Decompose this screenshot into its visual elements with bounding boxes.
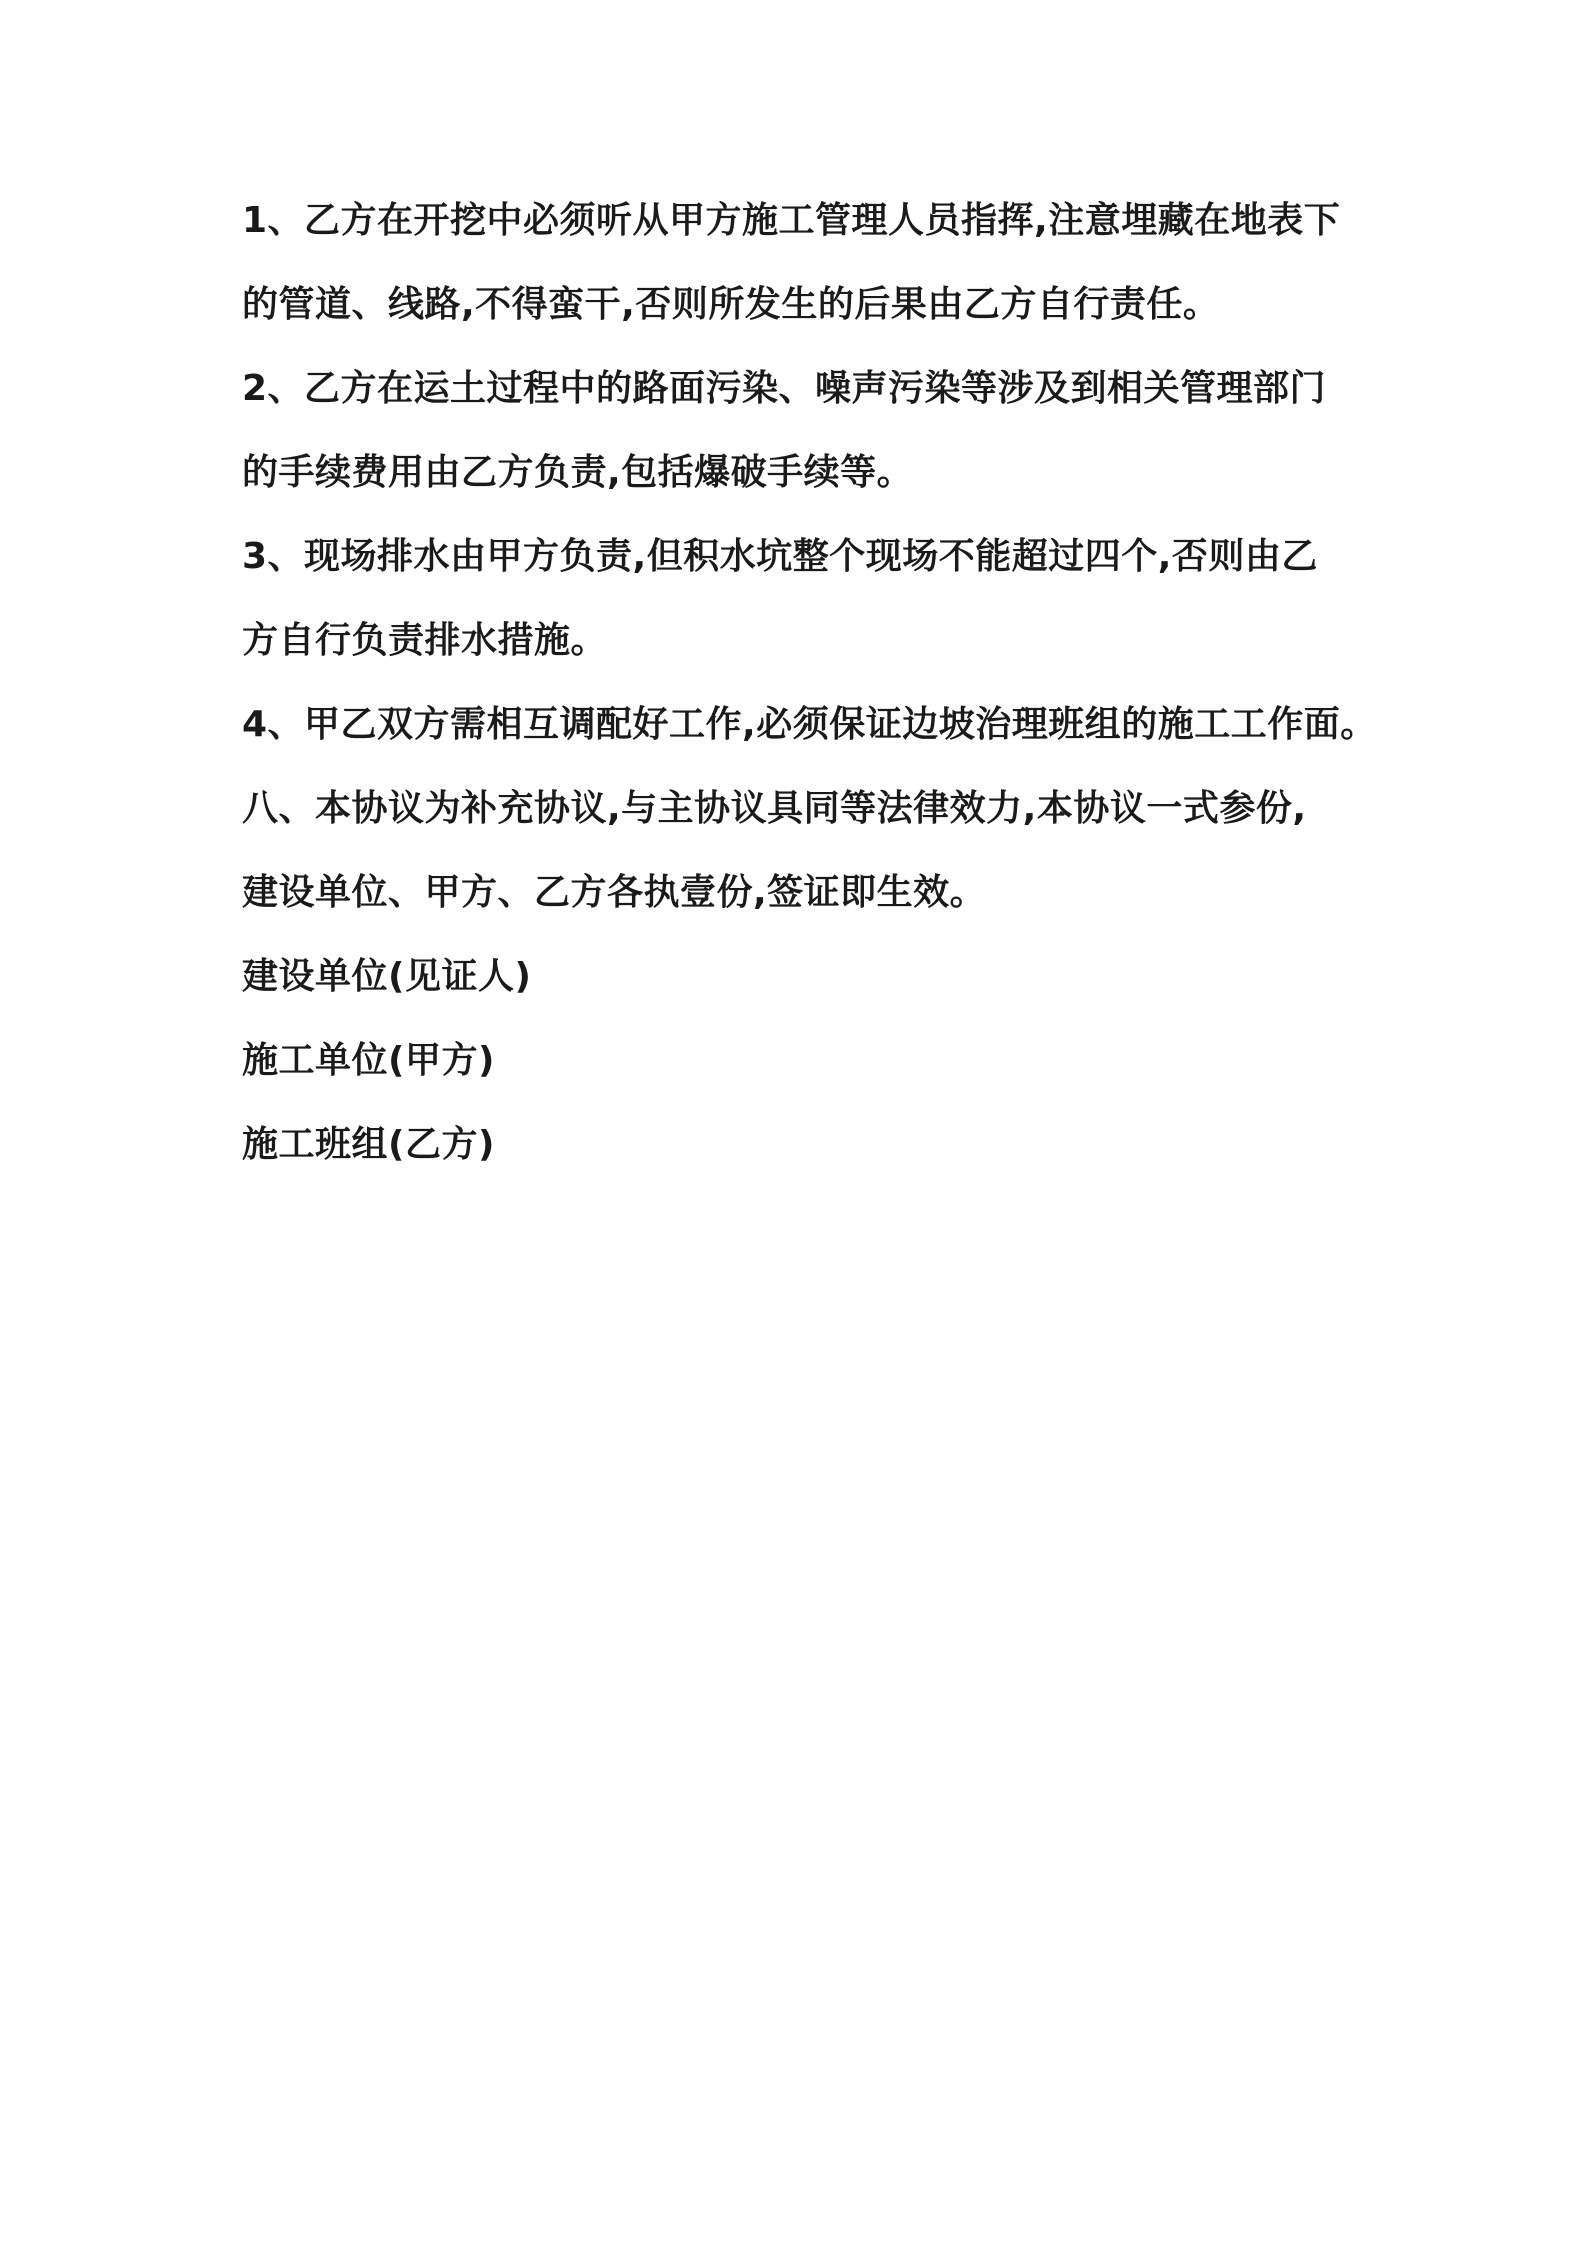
clause-3-line-1: 3、现场排水由甲方负责,但积水坑整个现场不能超过四个,否则由乙 (242, 536, 1318, 577)
signature-party-b: 施工班组(乙方) (242, 1124, 495, 1165)
clause-1-line-1: 1、乙方在开挖中必须听从甲方施工管理人员指挥,注意埋藏在地表下 (242, 200, 1341, 241)
clause-3-line-2: 方自行负责排水措施。 (242, 620, 608, 661)
signature-party-a: 施工单位(甲方) (242, 1040, 495, 1081)
signature-construction-unit: 建设单位(见证人) (242, 956, 532, 997)
clause-8-line-2: 建设单位、甲方、乙方各执壹份,签证即生效。 (242, 872, 987, 913)
clause-4-line-1: 4、甲乙双方需相互调配好工作,必须保证边坡治理班组的施工工作面。 (242, 704, 1377, 745)
clause-2-line-1: 2、乙方在运土过程中的路面污染、噪声污染等涉及到相关管理部门 (242, 368, 1327, 409)
clause-1-line-2: 的管道、线路,不得蛮干,否则所发生的后果由乙方自行责任。 (242, 284, 1220, 325)
clause-2-line-2: 的手续费用由乙方负责,包括爆破手续等。 (242, 452, 914, 493)
clause-8-line-1: 八、本协议为补充协议,与主协议具同等法律效力,本协议一式参份, (242, 788, 1307, 829)
